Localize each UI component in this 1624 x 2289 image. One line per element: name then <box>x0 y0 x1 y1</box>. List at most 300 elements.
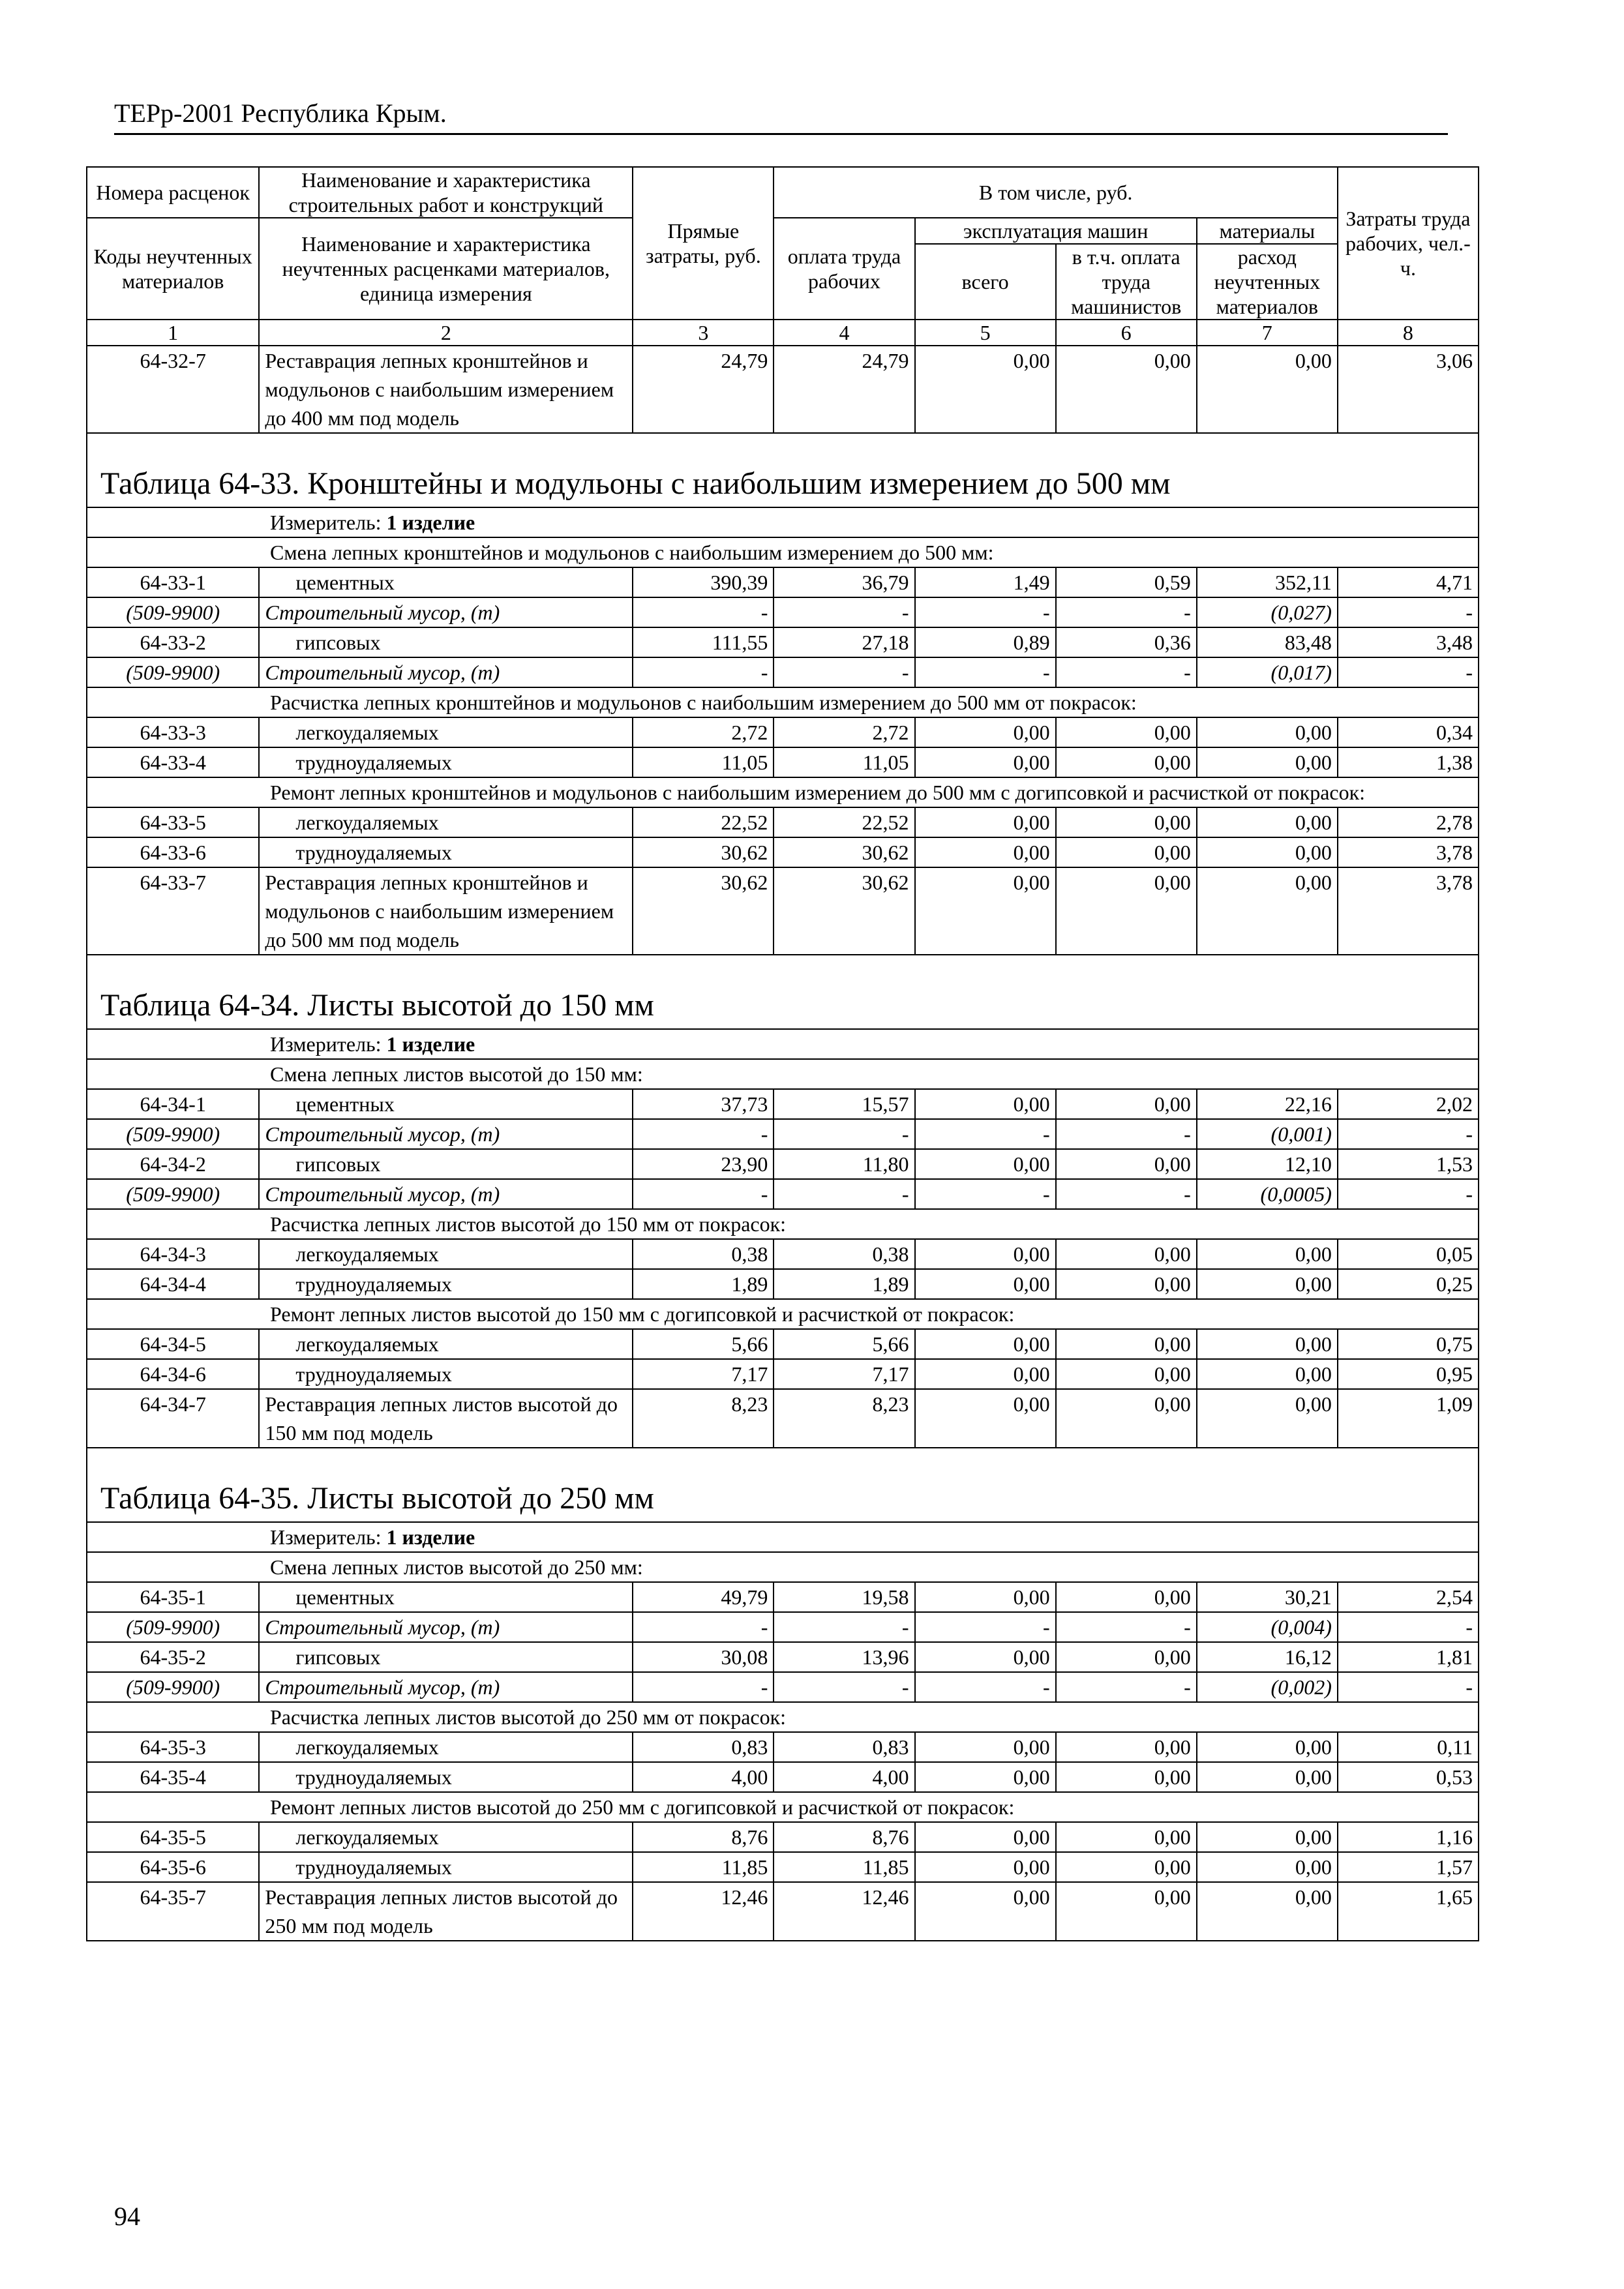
value-cell: 0,00 <box>1056 1582 1197 1612</box>
value-cell: 0,34 <box>1338 717 1479 747</box>
value-cell: 1,57 <box>1338 1852 1479 1882</box>
material-code: (509-9900) <box>87 1119 259 1149</box>
value-cell: 0,83 <box>774 1732 914 1762</box>
col-num: 4 <box>774 320 914 346</box>
value-cell: 0,00 <box>1056 717 1197 747</box>
value-cell: 1,49 <box>915 567 1056 597</box>
value-cell: - <box>633 1179 774 1209</box>
value-cell: - <box>633 1119 774 1149</box>
value-cell: 0,00 <box>1056 1852 1197 1882</box>
value-cell: 7,17 <box>774 1359 914 1389</box>
value-cell: 0,59 <box>1056 567 1197 597</box>
value-cell: 0,00 <box>1056 1149 1197 1179</box>
value-cell: 0,00 <box>1056 1089 1197 1119</box>
material-code: (509-9900) <box>87 1672 259 1702</box>
value-cell: 5,66 <box>774 1329 914 1359</box>
material-name: Строительный мусор, (т) <box>259 657 633 687</box>
material-name: Строительный мусор, (т) <box>259 1672 633 1702</box>
table-title-row <box>87 955 1479 1029</box>
value-cell: 22,52 <box>633 807 774 837</box>
rate-name: гипсовых <box>259 1642 633 1672</box>
rate-code: 64-35-7 <box>87 1882 259 1941</box>
table-row <box>87 1269 1479 1299</box>
col-num: 6 <box>1056 320 1197 346</box>
rate-name: легкоудаляемых <box>259 1822 633 1852</box>
measure-label: Измеритель: <box>270 1525 387 1549</box>
rate-name: Реставрация лепных листов высотой до 150 мм под модель <box>259 1389 633 1448</box>
value-cell: 0,38 <box>633 1239 774 1269</box>
value-cell: - <box>774 1612 914 1642</box>
value-cell: 0,00 <box>1197 1882 1338 1941</box>
value-cell: 0,00 <box>1056 1762 1197 1792</box>
section-heading-row <box>87 1792 1479 1822</box>
value-cell: 30,62 <box>774 837 914 867</box>
value-cell: 0,38 <box>774 1239 914 1269</box>
value-cell: - <box>1338 1179 1479 1209</box>
rate-code: 64-34-7 <box>87 1389 259 1448</box>
rate-code: 64-33-3 <box>87 717 259 747</box>
section-heading-row <box>87 1209 1479 1239</box>
value-cell: - <box>1338 657 1479 687</box>
section-heading: Расчистка лепных кронштейнов и модульонов с наибольшим измерением до 500 мм от покрасок: <box>87 687 1479 717</box>
value-cell: 8,76 <box>774 1822 914 1852</box>
material-row <box>87 1179 1479 1209</box>
material-name: Строительный мусор, (т) <box>259 1612 633 1642</box>
value-cell: 0,00 <box>915 1389 1056 1448</box>
value-cell: - <box>915 1612 1056 1642</box>
value-cell: 0,00 <box>1197 1329 1338 1359</box>
value-cell: 0,00 <box>915 1582 1056 1612</box>
section-heading-row <box>87 687 1479 717</box>
value-cell: 12,46 <box>774 1882 914 1941</box>
table-title-row <box>87 1448 1479 1522</box>
table-row <box>87 1239 1479 1269</box>
value-cell: 24,79 <box>633 346 774 433</box>
value-cell: 22,52 <box>774 807 914 837</box>
table-row <box>87 1329 1479 1359</box>
rate-code: 64-35-3 <box>87 1732 259 1762</box>
rate-code: 64-34-4 <box>87 1269 259 1299</box>
value-cell: 7,17 <box>633 1359 774 1389</box>
table-row <box>87 837 1479 867</box>
value-cell: 111,55 <box>633 627 774 657</box>
table-body <box>87 346 1479 1941</box>
value-cell: 0,00 <box>1197 1239 1338 1269</box>
value-cell: 2,78 <box>1338 807 1479 837</box>
value-cell: 0,00 <box>1056 1389 1197 1448</box>
section-heading: Смена лепных кронштейнов и модульонов с наибольшим измерением до 500 мм: <box>87 537 1479 567</box>
table-row <box>87 1089 1479 1119</box>
table-row <box>87 1732 1479 1762</box>
section-heading: Ремонт лепных кронштейнов и модульонов с наибольшим измерением до 500 мм с догипсовкой и расчисткой от покрасок: <box>87 777 1479 807</box>
measure-value: 1 изделие <box>386 1525 475 1549</box>
col-labor-pay: оплата труда рабочих <box>774 218 914 320</box>
value-cell: 11,80 <box>774 1149 914 1179</box>
rate-name: трудноудаляемых <box>259 837 633 867</box>
material-row <box>87 1672 1479 1702</box>
value-cell: 1,81 <box>1338 1642 1479 1672</box>
rate-name: трудноудаляемых <box>259 747 633 777</box>
rate-name: цементных <box>259 1089 633 1119</box>
rate-code: 64-33-7 <box>87 867 259 955</box>
value-cell: 0,00 <box>915 1329 1056 1359</box>
value-cell: (0,004) <box>1197 1612 1338 1642</box>
table-row <box>87 1882 1479 1941</box>
measure-row <box>87 1522 1479 1552</box>
value-cell: 4,00 <box>633 1762 774 1792</box>
value-cell: 0,11 <box>1338 1732 1479 1762</box>
value-cell: 30,21 <box>1197 1582 1338 1612</box>
material-code: (509-9900) <box>87 1179 259 1209</box>
section-heading: Смена лепных листов высотой до 150 мм: <box>87 1059 1479 1089</box>
table-row <box>87 1149 1479 1179</box>
col-name-bottom: Наименование и характеристика неучтенных расценками материалов, единица измерения <box>259 218 633 320</box>
value-cell: 11,05 <box>633 747 774 777</box>
page-number: 94 <box>114 2202 140 2231</box>
value-cell: 3,78 <box>1338 837 1479 867</box>
table-row <box>87 1359 1479 1389</box>
value-cell: - <box>915 657 1056 687</box>
value-cell: 36,79 <box>774 567 914 597</box>
value-cell: - <box>774 1119 914 1149</box>
value-cell: - <box>1338 1612 1479 1642</box>
material-name: Строительный мусор, (т) <box>259 1179 633 1209</box>
value-cell: 0,00 <box>915 747 1056 777</box>
value-cell: 0,00 <box>915 1642 1056 1672</box>
measure <box>87 1029 1479 1059</box>
value-cell: 11,85 <box>774 1852 914 1882</box>
value-cell: - <box>915 1672 1056 1702</box>
table-title: Таблица 64-35. Листы высотой до 250 мм <box>87 1448 1479 1522</box>
section-heading: Ремонт лепных листов высотой до 150 мм с догипсовкой и расчисткой от покрасок: <box>87 1299 1479 1329</box>
value-cell: - <box>774 1672 914 1702</box>
col-num: 3 <box>633 320 774 346</box>
col-operators-pay: в т.ч. оплата труда машинистов <box>1056 244 1197 320</box>
value-cell: 15,57 <box>774 1089 914 1119</box>
value-cell: 0,00 <box>1197 1359 1338 1389</box>
value-cell: - <box>774 1179 914 1209</box>
rate-code: 64-35-2 <box>87 1642 259 1672</box>
value-cell: 0,00 <box>1056 1732 1197 1762</box>
value-cell: 0,83 <box>633 1732 774 1762</box>
value-cell: - <box>1056 1179 1197 1209</box>
value-cell: 0,00 <box>1197 837 1338 867</box>
value-cell: 0,89 <box>915 627 1056 657</box>
rate-code: 64-34-1 <box>87 1089 259 1119</box>
rate-code: 64-35-6 <box>87 1852 259 1882</box>
value-cell: 390,39 <box>633 567 774 597</box>
material-code: (509-9900) <box>87 597 259 627</box>
value-cell: 0,00 <box>1197 747 1338 777</box>
material-row <box>87 597 1479 627</box>
value-cell: 2,02 <box>1338 1089 1479 1119</box>
value-cell: 0,00 <box>1056 1359 1197 1389</box>
material-row <box>87 657 1479 687</box>
material-row <box>87 1119 1479 1149</box>
value-cell: 0,00 <box>1197 1822 1338 1852</box>
value-cell: 1,53 <box>1338 1149 1479 1179</box>
rate-code: 64-32-7 <box>87 346 259 433</box>
rate-name: трудноудаляемых <box>259 1762 633 1792</box>
value-cell: 30,62 <box>633 837 774 867</box>
col-unaccounted-materials: расход неучтенных материалов <box>1197 244 1338 320</box>
rate-name: трудноудаляемых <box>259 1359 633 1389</box>
rate-code: 64-34-2 <box>87 1149 259 1179</box>
section-heading-row <box>87 1702 1479 1732</box>
header-rule <box>114 133 1448 135</box>
value-cell: 8,76 <box>633 1822 774 1852</box>
value-cell: 4,71 <box>1338 567 1479 597</box>
rate-code: 64-33-1 <box>87 567 259 597</box>
value-cell: 23,90 <box>633 1149 774 1179</box>
table-title: Таблица 64-33. Кронштейны и модульоны с наибольшим измерением до 500 мм <box>87 433 1479 507</box>
value-cell: - <box>633 657 774 687</box>
rate-code: 64-33-4 <box>87 747 259 777</box>
rate-code: 64-33-5 <box>87 807 259 837</box>
value-cell: - <box>915 1119 1056 1149</box>
material-name: Строительный мусор, (т) <box>259 597 633 627</box>
material-code: (509-9900) <box>87 657 259 687</box>
table-row <box>87 1822 1479 1852</box>
table-row <box>87 1762 1479 1792</box>
rate-name: цементных <box>259 1582 633 1612</box>
value-cell: 30,62 <box>774 867 914 955</box>
value-cell: 12,10 <box>1197 1149 1338 1179</box>
rate-code: 64-35-4 <box>87 1762 259 1792</box>
value-cell: 0,00 <box>1056 747 1197 777</box>
col-materials: материалы <box>1197 218 1338 244</box>
value-cell: 0,00 <box>1056 807 1197 837</box>
value-cell: - <box>1056 597 1197 627</box>
value-cell: 0,00 <box>915 1882 1056 1941</box>
value-cell: 19,58 <box>774 1582 914 1612</box>
value-cell: 30,62 <box>633 867 774 955</box>
rate-code: 64-33-6 <box>87 837 259 867</box>
value-cell: 2,72 <box>633 717 774 747</box>
section-heading-row <box>87 777 1479 807</box>
value-cell: 8,23 <box>774 1389 914 1448</box>
value-cell: 0,05 <box>1338 1239 1479 1269</box>
value-cell: - <box>774 657 914 687</box>
rate-name: цементных <box>259 567 633 597</box>
value-cell: - <box>1056 657 1197 687</box>
value-cell: 1,16 <box>1338 1822 1479 1852</box>
rate-code: 64-35-5 <box>87 1822 259 1852</box>
measure-row <box>87 1029 1479 1059</box>
value-cell: 49,79 <box>633 1582 774 1612</box>
value-cell: 5,66 <box>633 1329 774 1359</box>
value-cell: - <box>774 597 914 627</box>
rate-name: легкоудаляемых <box>259 717 633 747</box>
col-codes-top: Номера расценок <box>87 167 259 218</box>
value-cell: 352,11 <box>1197 567 1338 597</box>
rate-name: легкоудаляемых <box>259 807 633 837</box>
rate-name: Реставрация лепных листов высотой до 250 мм под модель <box>259 1882 633 1941</box>
value-cell: 3,06 <box>1338 346 1479 433</box>
rate-name: трудноудаляемых <box>259 1269 633 1299</box>
material-code: (509-9900) <box>87 1612 259 1642</box>
value-cell: 8,23 <box>633 1389 774 1448</box>
col-num: 5 <box>915 320 1056 346</box>
rate-name: Реставрация лепных кронштейнов и модульонов с наибольшим измерением до 400 мм под модель <box>259 346 633 433</box>
table-row <box>87 1582 1479 1612</box>
table-title-row <box>87 433 1479 507</box>
value-cell: - <box>915 597 1056 627</box>
value-cell: 0,00 <box>915 807 1056 837</box>
value-cell: 0,00 <box>915 1269 1056 1299</box>
measure-value: 1 изделие <box>386 511 475 534</box>
value-cell: 0,00 <box>1197 867 1338 955</box>
measure <box>87 507 1479 537</box>
value-cell: 16,12 <box>1197 1642 1338 1672</box>
section-heading-row <box>87 1299 1479 1329</box>
value-cell: 0,00 <box>915 1762 1056 1792</box>
measure-label: Измеритель: <box>270 511 387 534</box>
value-cell: - <box>1056 1612 1197 1642</box>
section-heading: Расчистка лепных листов высотой до 250 мм от покрасок: <box>87 1702 1479 1732</box>
table-row <box>87 1389 1479 1448</box>
measure-row <box>87 507 1479 537</box>
value-cell: 27,18 <box>774 627 914 657</box>
value-cell: 2,54 <box>1338 1582 1479 1612</box>
rate-name: трудноудаляемых <box>259 1852 633 1882</box>
rates-table <box>86 166 1479 1941</box>
table-row <box>87 567 1479 597</box>
value-cell: 0,00 <box>1197 1762 1338 1792</box>
value-cell: 0,00 <box>915 837 1056 867</box>
section-heading: Расчистка лепных листов высотой до 150 мм от покрасок: <box>87 1209 1479 1239</box>
value-cell: 12,46 <box>633 1882 774 1941</box>
rate-code: 64-34-5 <box>87 1329 259 1359</box>
section-heading: Ремонт лепных листов высотой до 250 мм с догипсовкой и расчисткой от покрасок: <box>87 1792 1479 1822</box>
measure-value: 1 изделие <box>386 1032 475 1056</box>
value-cell: 0,00 <box>1197 1269 1338 1299</box>
value-cell: 0,00 <box>915 1359 1056 1389</box>
value-cell: (0,002) <box>1197 1672 1338 1702</box>
value-cell: 0,25 <box>1338 1269 1479 1299</box>
value-cell: - <box>633 597 774 627</box>
value-cell: 0,00 <box>915 1852 1056 1882</box>
rate-code: 64-34-6 <box>87 1359 259 1389</box>
value-cell: - <box>633 1612 774 1642</box>
value-cell: 37,73 <box>633 1089 774 1119</box>
value-cell: 2,72 <box>774 717 914 747</box>
value-cell: (0,001) <box>1197 1119 1338 1149</box>
rate-name: Реставрация лепных кронштейнов и модульонов с наибольшим измерением до 500 мм под модель <box>259 867 633 955</box>
value-cell: 1,38 <box>1338 747 1479 777</box>
section-heading-row <box>87 1059 1479 1089</box>
value-cell: (0,017) <box>1197 657 1338 687</box>
value-cell: 1,65 <box>1338 1882 1479 1941</box>
value-cell: 0,00 <box>1197 346 1338 433</box>
material-name: Строительный мусор, (т) <box>259 1119 633 1149</box>
measure <box>87 1522 1479 1552</box>
value-cell: 0,00 <box>1056 1329 1197 1359</box>
table-row <box>87 1852 1479 1882</box>
value-cell: 24,79 <box>774 346 914 433</box>
rate-code: 64-33-2 <box>87 627 259 657</box>
value-cell: - <box>1056 1672 1197 1702</box>
rate-name: легкоудаляемых <box>259 1732 633 1762</box>
col-codes-bottom: Коды неучтенных материалов <box>87 218 259 320</box>
value-cell: 83,48 <box>1197 627 1338 657</box>
col-machines-total: всего <box>915 244 1056 320</box>
value-cell: 1,09 <box>1338 1389 1479 1448</box>
value-cell: - <box>915 1179 1056 1209</box>
value-cell: 0,00 <box>1197 717 1338 747</box>
table-row <box>87 627 1479 657</box>
col-num: 2 <box>259 320 633 346</box>
col-num: 8 <box>1338 320 1479 346</box>
value-cell: 11,05 <box>774 747 914 777</box>
value-cell: 0,00 <box>1197 807 1338 837</box>
value-cell: 3,78 <box>1338 867 1479 955</box>
material-row <box>87 1612 1479 1642</box>
value-cell: - <box>633 1672 774 1702</box>
value-cell: 0,00 <box>1056 1239 1197 1269</box>
rate-code: 64-35-1 <box>87 1582 259 1612</box>
table-row <box>87 717 1479 747</box>
value-cell: 0,00 <box>915 867 1056 955</box>
col-name-top: Наименование и характеристика строительных работ и конструкций <box>259 167 633 218</box>
value-cell: 0,00 <box>915 717 1056 747</box>
value-cell: 0,36 <box>1056 627 1197 657</box>
col-labor-cost: Затраты труда рабочих, чел.-ч. <box>1338 167 1479 320</box>
value-cell: 30,08 <box>633 1642 774 1672</box>
value-cell: 0,00 <box>1056 1642 1197 1672</box>
value-cell: (0,0005) <box>1197 1179 1338 1209</box>
table-row <box>87 1642 1479 1672</box>
rate-name: гипсовых <box>259 627 633 657</box>
measure-label: Измеритель: <box>270 1032 387 1056</box>
value-cell: 4,00 <box>774 1762 914 1792</box>
section-heading-row <box>87 537 1479 567</box>
value-cell: 0,00 <box>915 346 1056 433</box>
value-cell: 3,48 <box>1338 627 1479 657</box>
col-num: 1 <box>87 320 259 346</box>
table-row <box>87 747 1479 777</box>
value-cell: 0,00 <box>1056 346 1197 433</box>
value-cell: 0,75 <box>1338 1329 1479 1359</box>
value-cell: 0,00 <box>1056 867 1197 955</box>
value-cell: 0,00 <box>915 1149 1056 1179</box>
rate-name: легкоудаляемых <box>259 1239 633 1269</box>
value-cell: 0,00 <box>1056 1882 1197 1941</box>
rate-code: 64-34-3 <box>87 1239 259 1269</box>
value-cell: (0,027) <box>1197 597 1338 627</box>
section-heading-row <box>87 1552 1479 1582</box>
value-cell: 0,00 <box>1197 1852 1338 1882</box>
value-cell: - <box>1338 1119 1479 1149</box>
section-heading: Смена лепных листов высотой до 250 мм: <box>87 1552 1479 1582</box>
value-cell: - <box>1056 1119 1197 1149</box>
rate-name: гипсовых <box>259 1149 633 1179</box>
value-cell: 0,00 <box>915 1822 1056 1852</box>
value-cell: - <box>1338 1672 1479 1702</box>
value-cell: 13,96 <box>774 1642 914 1672</box>
table-title: Таблица 64-34. Листы высотой до 150 мм <box>87 955 1479 1029</box>
value-cell: 0,00 <box>915 1239 1056 1269</box>
value-cell: 11,85 <box>633 1852 774 1882</box>
value-cell: 1,89 <box>774 1269 914 1299</box>
table-row <box>87 346 1479 433</box>
value-cell: 0,53 <box>1338 1762 1479 1792</box>
table-row <box>87 867 1479 955</box>
value-cell: 0,00 <box>1056 1269 1197 1299</box>
value-cell: - <box>1338 597 1479 627</box>
running-header: ТЕРр-2001 Республика Крым. <box>114 98 447 128</box>
value-cell: 0,00 <box>915 1089 1056 1119</box>
